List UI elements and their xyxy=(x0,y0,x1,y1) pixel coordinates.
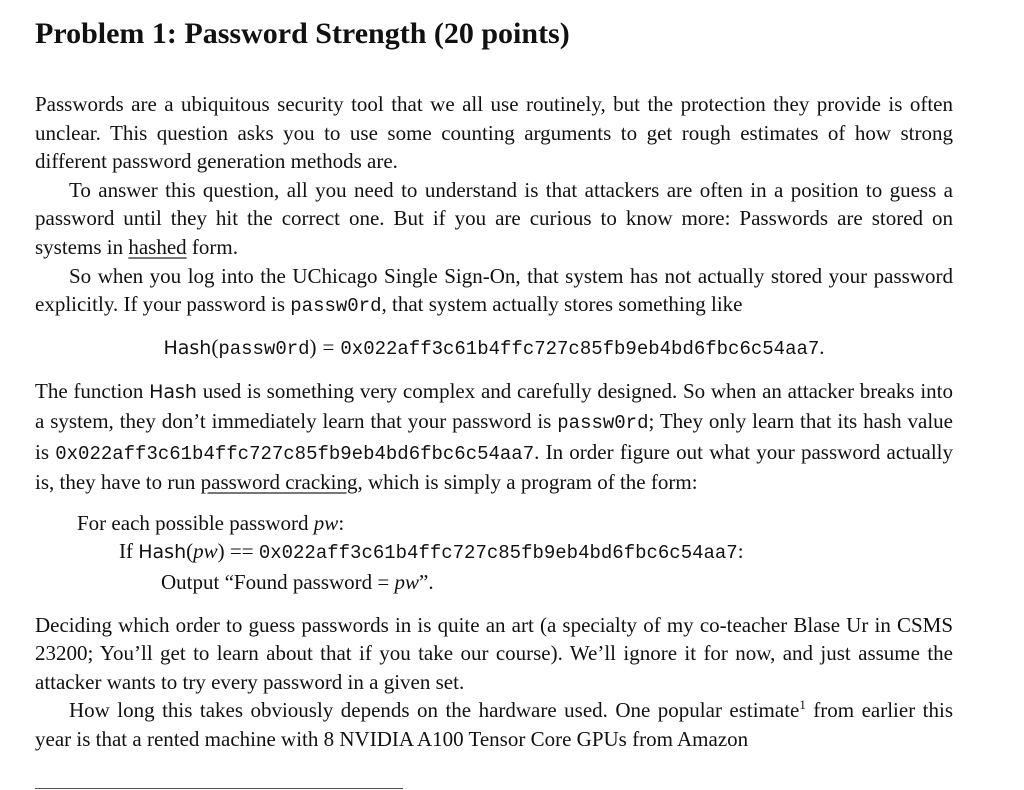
problem-section xyxy=(35,14,953,753)
equals-sign: = xyxy=(322,334,335,359)
hash-function-ref: Hash xyxy=(149,381,197,404)
password-ref: passw0rd xyxy=(557,411,649,434)
algo-line-output xyxy=(35,568,953,597)
hashing-text-end: form. xyxy=(186,234,238,259)
password-cracking-link[interactable]: password cracking xyxy=(200,470,358,495)
algo-line-for xyxy=(35,509,953,538)
hardware-text-b: from earlier this year is that a rented machine with 8 NVIDIA A100 Tensor Core GPUs from Amazon xyxy=(35,698,953,751)
algo-var: pw xyxy=(313,510,339,535)
ordering-paragraph xyxy=(35,611,953,697)
cracking-paragraph xyxy=(35,377,953,496)
hashing-text: To answer this question, all you need to understand is that attackers are often in a position to guess a password until they hit the correct one. But if you are curious to know more: Passwords are stored on systems in xyxy=(35,177,953,259)
algo-output-text: Output “Found password = xyxy=(161,569,395,594)
algo-hash-fn: Hash xyxy=(138,541,187,564)
hash-function-name: Hash xyxy=(163,336,212,359)
algo-if-text: If xyxy=(119,539,139,564)
cracking-text-b: used is something very complex and carefully designed. So when an attacker breaks into a system, they don’t immediately learn that your password is xyxy=(35,379,953,433)
hardware-paragraph xyxy=(35,696,953,753)
intro-text: Passwords are a ubiquitous security tool that we all use routinely, but the protection they provide is often unclear. This question asks you to use some counting arguments to get rough estimates of how strong different password generation methods are. xyxy=(35,92,953,174)
ordering-text: Deciding which order to guess passwords in is quite an art (a specialty of my co-teacher Blase Ur in CSMS 23200; You’ll get to learn about that if you take our course). We’ll ignore it for now, and just assume the attacker wants to try every password in a given set. xyxy=(35,612,953,694)
algo-equality: == xyxy=(229,539,254,564)
cracking-text-d: . In order figure out what your password actually is, they have to run xyxy=(35,439,953,495)
hashed-link[interactable]: hashed xyxy=(128,234,187,259)
algo-if-var: pw xyxy=(193,539,218,564)
sso-paragraph xyxy=(35,262,953,321)
algo-if-colon: : xyxy=(737,539,744,564)
algo-line-if xyxy=(35,537,953,568)
algo-open-paren: ( xyxy=(186,539,194,564)
cracking-algorithm xyxy=(35,509,953,597)
period: . xyxy=(819,334,825,359)
algo-output-var: pw xyxy=(394,569,420,594)
hashing-paragraph xyxy=(35,176,953,262)
hardware-text-a: How long this takes obviously depends on the hardware used. One popular estimate xyxy=(69,698,800,723)
algo-for-text: For each possible password xyxy=(77,510,314,535)
cracking-text-c: ; They only learn that its hash value is xyxy=(35,408,953,464)
open-paren: ( xyxy=(211,334,219,359)
algo-hash-value: 0x022aff3c61b4ffc727c85fb9eb4bd6fbc6c54aa7 xyxy=(258,542,738,565)
cracking-text-a: The function xyxy=(35,379,150,404)
cracking-text-e: , which is simply a program of the form: xyxy=(357,470,698,495)
sso-text-end: , that system actually stores something like xyxy=(381,292,743,317)
password-example: passw0rd xyxy=(290,295,382,318)
intro-paragraph xyxy=(35,90,953,176)
equation-password: passw0rd xyxy=(218,337,310,360)
problem-title: Problem 1: Password Strength (20 points) xyxy=(35,17,570,50)
footnote-marker[interactable]: 1 xyxy=(799,697,806,713)
algo-close-paren: ) xyxy=(217,539,225,564)
hash-value-ref: 0x022aff3c61b4ffc727c85fb9eb4bd6fbc6c54aa7 xyxy=(55,442,535,465)
footnote-divider xyxy=(35,788,403,789)
algo-output-end: ”. xyxy=(419,569,434,594)
algo-colon: : xyxy=(338,510,345,535)
hash-equation xyxy=(35,333,953,364)
hash-value: 0x022aff3c61b4ffc727c85fb9eb4bd6fbc6c54aa7 xyxy=(340,337,820,360)
sso-text: So when you log into the UChicago Single Sign-On, that system has not actually stored your password explicitly. If your password is xyxy=(35,263,953,317)
close-paren: ) xyxy=(309,334,317,359)
